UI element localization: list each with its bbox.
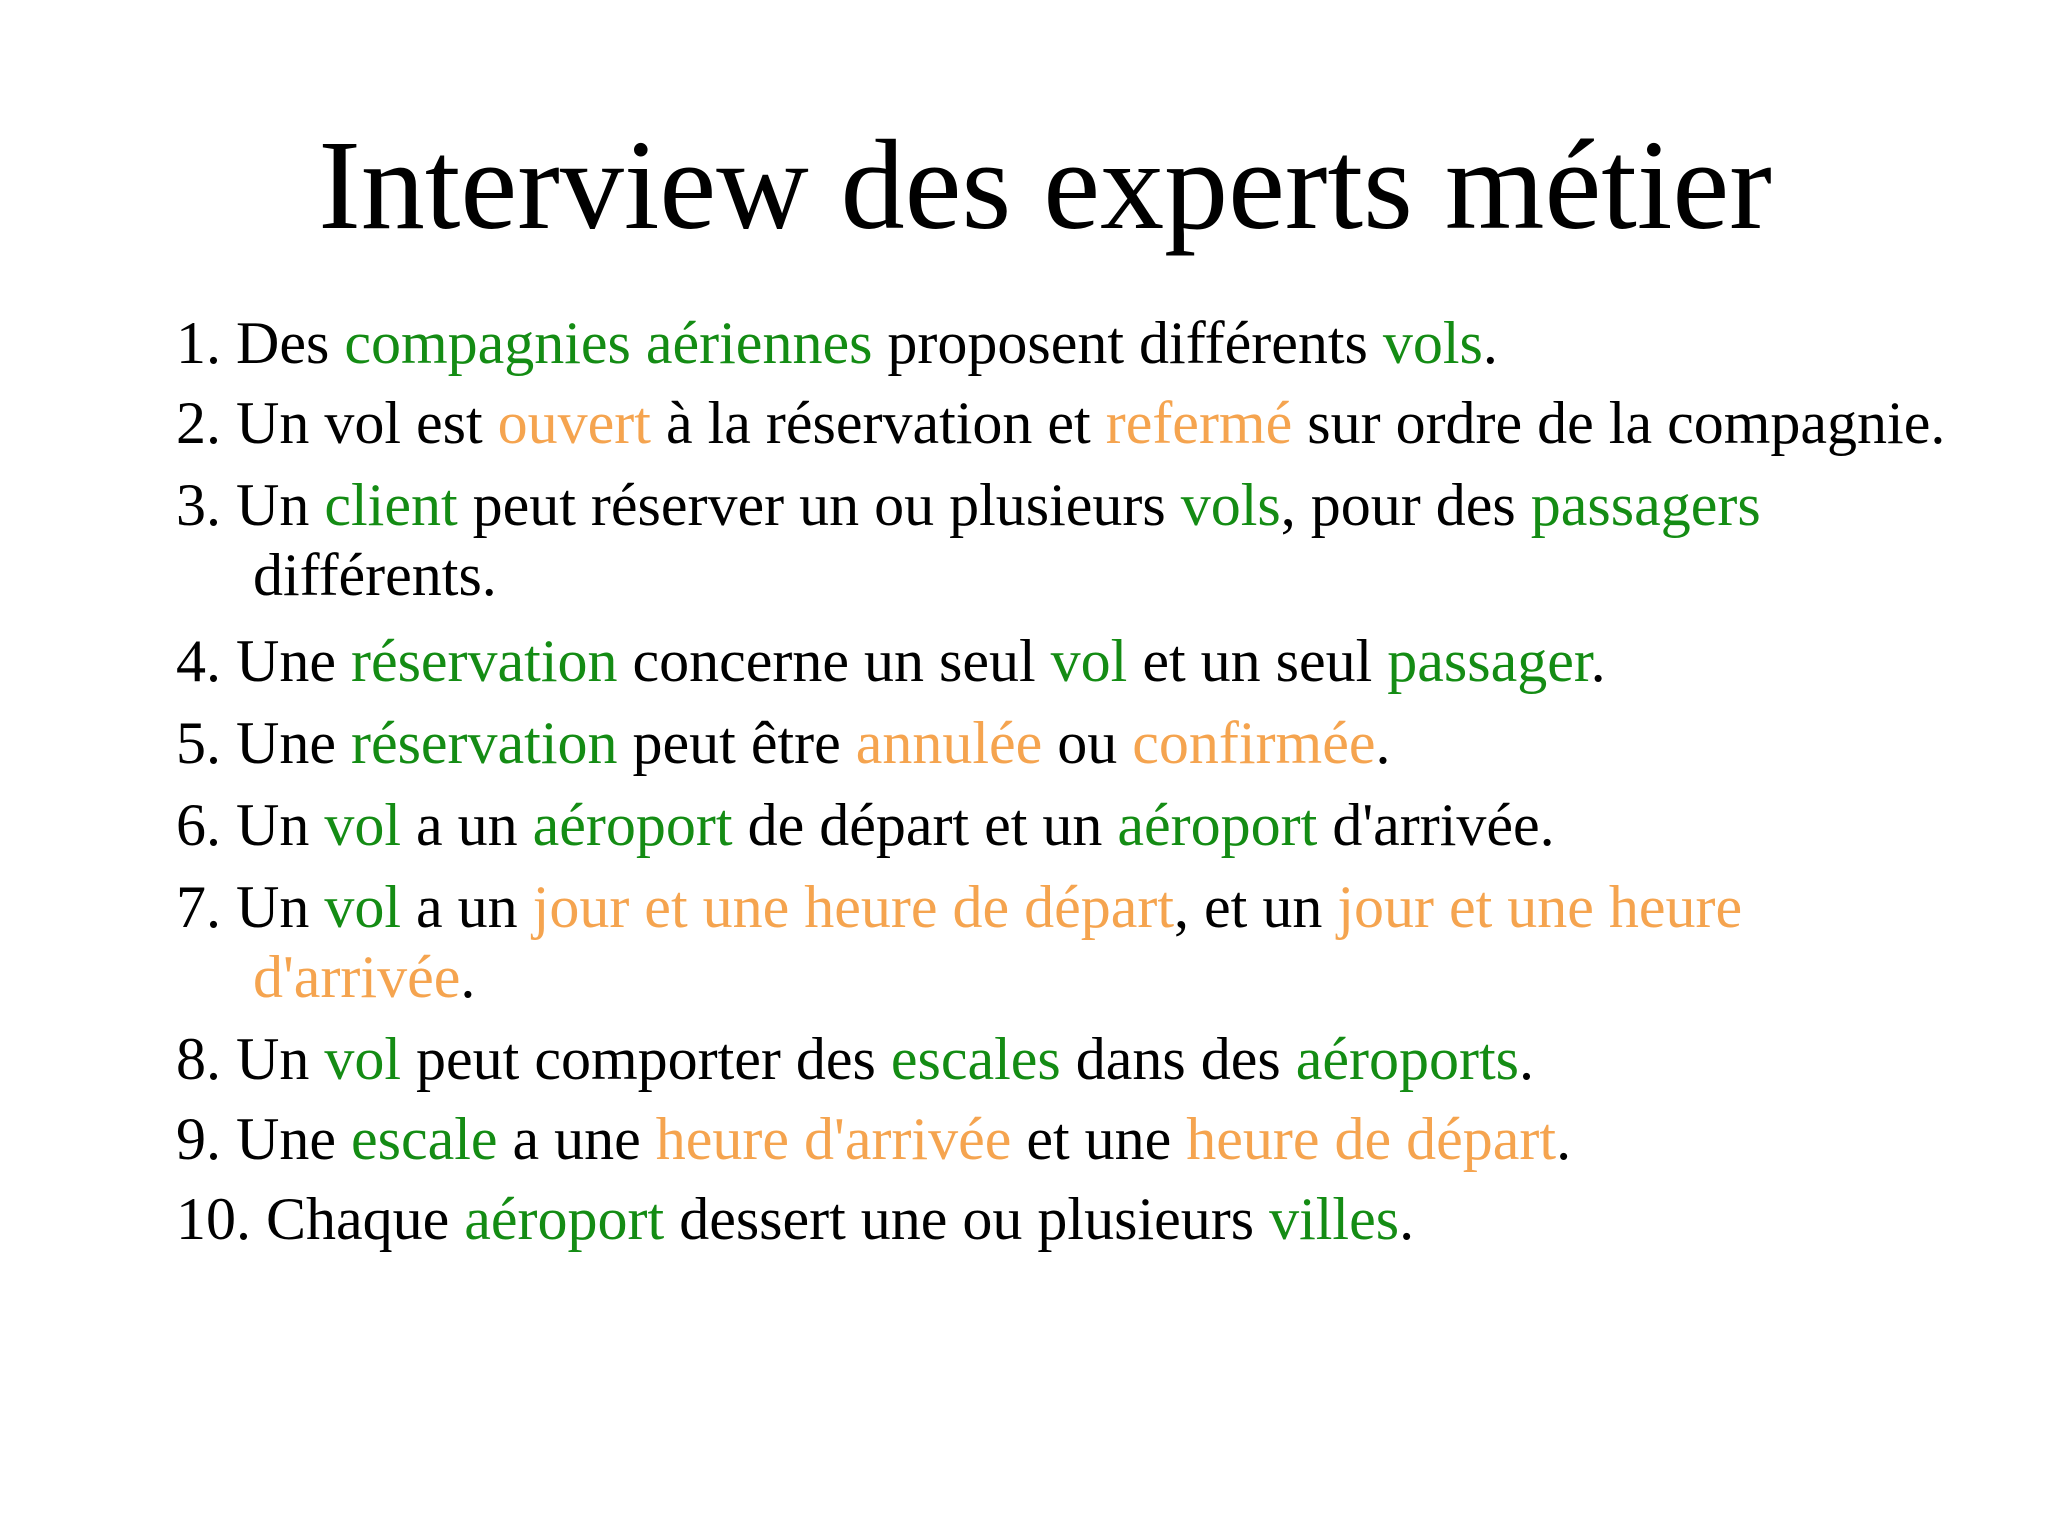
item-text: peut réserver un ou plusieurs [457, 472, 1181, 538]
entity-term: escale [350, 1106, 498, 1172]
list-item-number: 5. [176, 710, 221, 776]
entity-term: vol [324, 792, 402, 858]
item-text: peut comporter des [401, 1026, 891, 1092]
list-item-number: 9. [176, 1106, 221, 1172]
entity-term: aéroport [464, 1186, 665, 1252]
item-text: a un [401, 792, 533, 858]
list-item-number: 2. [176, 390, 221, 456]
list-item-number: 1. [176, 310, 221, 376]
state-term: jour et une heure de départ [532, 874, 1175, 940]
item-text: . [460, 944, 476, 1010]
item-text: Un [236, 792, 325, 858]
item-text: . [1375, 710, 1391, 776]
entity-term: réservation [350, 628, 618, 694]
list-item [176, 872, 1976, 1012]
item-text: Une [236, 628, 351, 694]
item-text: Des [236, 310, 345, 376]
list-item [176, 1024, 1976, 1094]
list-item [176, 708, 1976, 778]
item-text: Une [236, 710, 351, 776]
entity-term: passager [1387, 628, 1591, 694]
item-text: Un [236, 1026, 325, 1092]
entity-term: compagnies aériennes [344, 310, 873, 376]
list-item [176, 790, 1976, 860]
entity-term: vol [1050, 628, 1128, 694]
item-text: différents. [253, 542, 497, 608]
item-text: . [1399, 1186, 1415, 1252]
item-text: Chaque [266, 1186, 465, 1252]
item-text: . [1482, 310, 1498, 376]
list-item-number: 7. [176, 874, 221, 940]
entity-term: réservation [350, 710, 618, 776]
state-term: annulée [855, 710, 1043, 776]
list-item [176, 470, 1976, 610]
list-item [176, 308, 1976, 378]
item-text: de départ et un [732, 792, 1118, 858]
list-item-number: 8. [176, 1026, 221, 1092]
entity-term: client [324, 472, 458, 538]
item-text: d'arrivée. [1317, 792, 1555, 858]
entity-term: passagers [1530, 472, 1761, 538]
entity-term: escales [890, 1026, 1061, 1092]
item-text: à la réservation et [650, 390, 1106, 456]
item-text: et un seul [1127, 628, 1388, 694]
item-text: Un vol est [236, 390, 498, 456]
item-text: . [1518, 1026, 1534, 1092]
list-item [176, 388, 1976, 458]
item-text: et une [1011, 1106, 1187, 1172]
slide-title: Interview des experts métier [318, 114, 1772, 256]
list-item-number: 3. [176, 472, 221, 538]
list-item [176, 1184, 1976, 1254]
entity-term: aéroport [1117, 792, 1318, 858]
list-item [176, 626, 1976, 696]
item-text: dans des [1060, 1026, 1296, 1092]
item-text: peut être [617, 710, 856, 776]
list-item-number: 6. [176, 792, 221, 858]
item-text: a une [497, 1106, 656, 1172]
item-text: a un [401, 874, 533, 940]
list-item [176, 1104, 1976, 1174]
entity-term: aéroport [532, 792, 733, 858]
item-text: . [1556, 1106, 1572, 1172]
entity-term: villes [1269, 1186, 1400, 1252]
item-text: proposent différents [872, 310, 1383, 376]
list-item-number: 4. [176, 628, 221, 694]
list-item-number: 10. [176, 1186, 251, 1252]
item-text: ou [1042, 710, 1133, 776]
item-text: , pour des [1280, 472, 1531, 538]
entity-term: vol [324, 1026, 402, 1092]
entity-term: vols [1180, 472, 1281, 538]
item-text: dessert une ou plusieurs [664, 1186, 1270, 1252]
entity-term: vol [324, 874, 402, 940]
item-text: Une [236, 1106, 351, 1172]
item-text: . [1590, 628, 1606, 694]
state-term: ouvert [497, 390, 651, 456]
entity-term: aéroports [1295, 1026, 1519, 1092]
entity-term: vols [1382, 310, 1483, 376]
item-text: Un [236, 874, 325, 940]
item-text: Un [236, 472, 325, 538]
item-text: sur ordre de la compagnie. [1292, 390, 1946, 456]
state-term: jour et une heure d'arrivée [253, 874, 1743, 1010]
state-term: refermé [1105, 390, 1293, 456]
state-term: confirmée [1132, 710, 1376, 776]
requirements-list [176, 308, 1976, 1254]
item-text: concerne un seul [617, 628, 1051, 694]
state-term: heure d'arrivée [655, 1106, 1012, 1172]
state-term: heure de départ [1186, 1106, 1557, 1172]
item-text: , et un [1174, 874, 1338, 940]
